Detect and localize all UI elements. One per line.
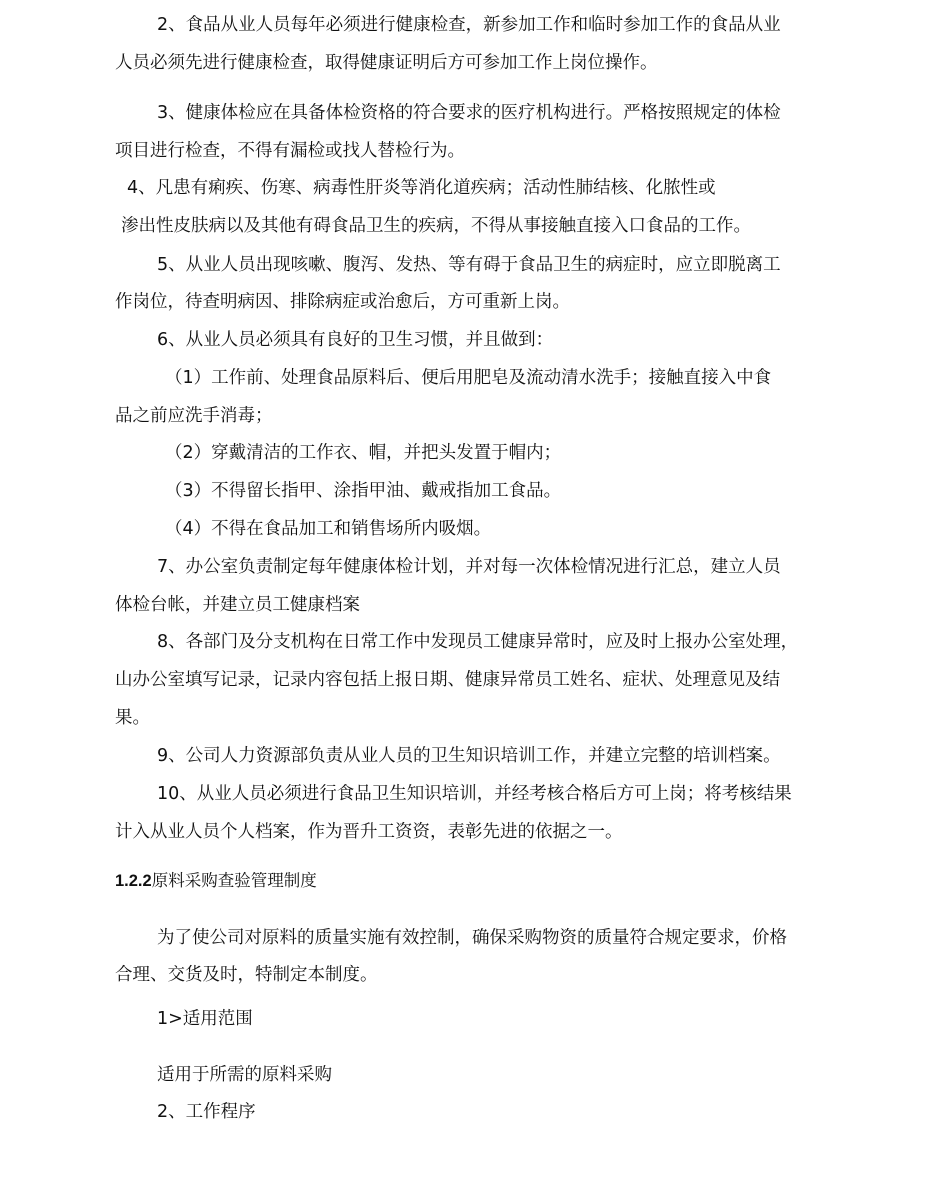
paragraph-line: 渗出性皮肤病以及其他有碍食品卫生的疾病，不得从事接触直接入口食品的工作。 [121, 216, 751, 236]
paragraph-line: 项目进行检查，不得有漏检或找人替检行为。 [115, 141, 465, 161]
section-heading [115, 869, 317, 893]
paragraph-line: 作岗位，待查明病因、排除病症或治愈后，方可重新上岗。 [115, 292, 570, 312]
paragraph-line: 计入从业人员个人档案，作为晋升工资资，表彰先进的依据之一。 [115, 822, 623, 842]
paragraph-line: 6、从业人员必须具有良好的卫生习惯，并且做到： [157, 330, 554, 350]
paragraph-line: 果。 [115, 708, 150, 728]
paragraph-line: 10、从业人员必须进行食品卫生知识培训，并经考核合格后方可上岗；将考核结果 [157, 784, 792, 804]
list-item-line: （3）不得留长指甲、涂指甲油、戴戒指加工食品。 [165, 481, 562, 501]
paragraph-line: 山办公室填写记录，记录内容包括上报日期、健康异常员工姓名、症状、处理意见及结 [115, 670, 780, 690]
list-item-line: （2）穿戴清洁的工作衣、帽，并把头发置于帽内； [165, 443, 562, 463]
paragraph-line: 体检台帐，并建立员工健康档案 [115, 595, 360, 615]
paragraph-line: 9、公司人力资源部负责从业人员的卫生知识培训工作，并建立完整的培训档案。 [157, 746, 781, 766]
paragraph-line: 3、健康体检应在具备体检资格的符合要求的医疗机构进行。严格按照规定的体检 [157, 103, 781, 123]
subsection-heading: 2、工作程序 [157, 1102, 256, 1122]
paragraph-line: 人员必须先进行健康检查，取得健康证明后方可参加工作上岗位操作。 [115, 53, 658, 73]
paragraph-line: 8、各部门及分支机构在日常工作中发现员工健康异常时，应及时上报办公室处理， [157, 632, 799, 652]
list-item-line: （4）不得在食品加工和销售场所内吸烟。 [165, 519, 492, 539]
paragraph-line: 为了使公司对原料的质量实施有效控制，确保采购物资的质量符合规定要求，价格 [157, 928, 787, 948]
list-item-line: 品之前应洗手消毒； [115, 406, 273, 426]
paragraph-line: 适用于所需的原料采购 [157, 1065, 332, 1085]
subsection-heading: 1>适用范围 [157, 1009, 253, 1029]
paragraph-line: 合理、交货及时，特制定本制度。 [115, 965, 378, 985]
paragraph-line: 5、从业人员出现咳嗽、腹泻、发热、等有碍于食品卫生的病症时，应立即脱离工 [157, 255, 781, 275]
paragraph-line: 4、凡患有痢疾、伤寒、病毒性肝炎等消化道疾病；活动性肺结核、化脓性或 [127, 178, 716, 198]
list-item-line: （1）工作前、处理食品原料后、便后用肥皂及流动清水洗手；接触直接入中食 [165, 368, 772, 388]
section-number: 1.2.2 [115, 872, 152, 890]
section-title: 原料采购查验管理制度 [151, 871, 317, 890]
paragraph-line: 7、办公室负责制定每年健康体检计划，并对每一次体检情况进行汇总，建立人员 [157, 557, 781, 577]
paragraph-line: 2、食品从业人员每年必须进行健康检查，新参加工作和临时参加工作的食品从业 [157, 15, 781, 35]
